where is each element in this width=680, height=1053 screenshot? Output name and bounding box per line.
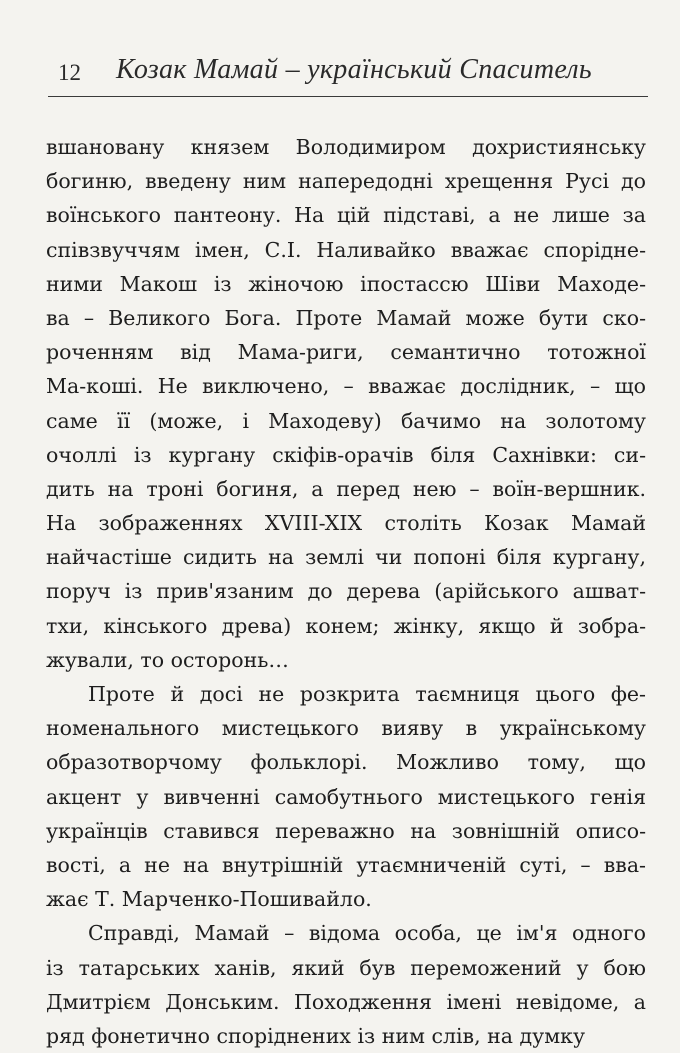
text-line: Дмитрієм Донським. Походження імені невідоме, а <box>46 989 646 1014</box>
text-line: саме її (може, і Маходеву) бачимо на золотому <box>46 408 646 433</box>
text-line: ва – Великого Бога. Проте Мамай може бути ско- <box>46 305 646 330</box>
text-line: найчастіше сидить на землі чи попоні біля кургану, <box>46 545 646 570</box>
text-line: Проте й досі не розкрита таємниця цього фе- <box>88 682 646 706</box>
header-rule <box>48 96 648 97</box>
text-line: роченням від Мама-риги, семантично тотожної <box>46 340 646 365</box>
text-line: ними Макош із жіночою іпостасcю Шіви Маходе- <box>46 271 646 296</box>
body-text <box>46 130 646 1053</box>
text-line: із татарських ханів, який був переможений у бою <box>46 955 646 980</box>
text-line: вості, а не на внутрішній утаємниченій суті, – вва- <box>46 852 646 877</box>
text-line: Ма-коші. Не виключено, – вважає дослідник, – що <box>46 374 646 399</box>
text-line: співзвуччям імен, С.І. Наливайко вважає спорідне- <box>46 237 646 262</box>
text-line: українців ставився переважно на зовнішній описо- <box>46 818 646 843</box>
page-number: 12 <box>58 60 81 85</box>
text-line: ряд фонетично споріднених із ним слів, на думку <box>46 1023 586 1048</box>
text-line: богиню, введену ним напередодні хрещення Русі до <box>46 169 646 194</box>
page-header <box>58 52 648 96</box>
running-title: Козак Мамай – український Спаситель <box>116 54 592 85</box>
text-line: На зображеннях XVIII-XIX століть Козак Мамай <box>46 511 646 536</box>
text-line: Справді, Мамай – відома особа, це ім'я одного <box>88 921 646 946</box>
text-line: очоллі із кургану скіфів-орачів біля Сахнівки: си- <box>46 442 646 467</box>
text-line: жає Т. Марченко-Пошивайло. <box>46 887 372 912</box>
text-line: дить на троні богиня, а перед нею – воїн-вершник. <box>46 476 646 501</box>
text-line: поруч із прив'язаним до дерева (арійського ашват- <box>46 579 646 604</box>
text-line: образотворчому фольклорі. Можливо тому, що <box>46 750 646 775</box>
text-line: акцент у вивченні самобутнього мистецького генія <box>46 784 646 809</box>
text-line: жували, то осторонь… <box>46 647 289 672</box>
text-line: воїнського пантеону. На цій підставі, а не лише за <box>46 203 646 228</box>
text-line: тхи, кінського древа) конем; жінку, якщо й зобра- <box>46 613 646 638</box>
text-line: вшановану князем Володимиром дохристиянську <box>46 135 646 159</box>
text-line: номенального мистецького вияву в українському <box>46 716 646 741</box>
